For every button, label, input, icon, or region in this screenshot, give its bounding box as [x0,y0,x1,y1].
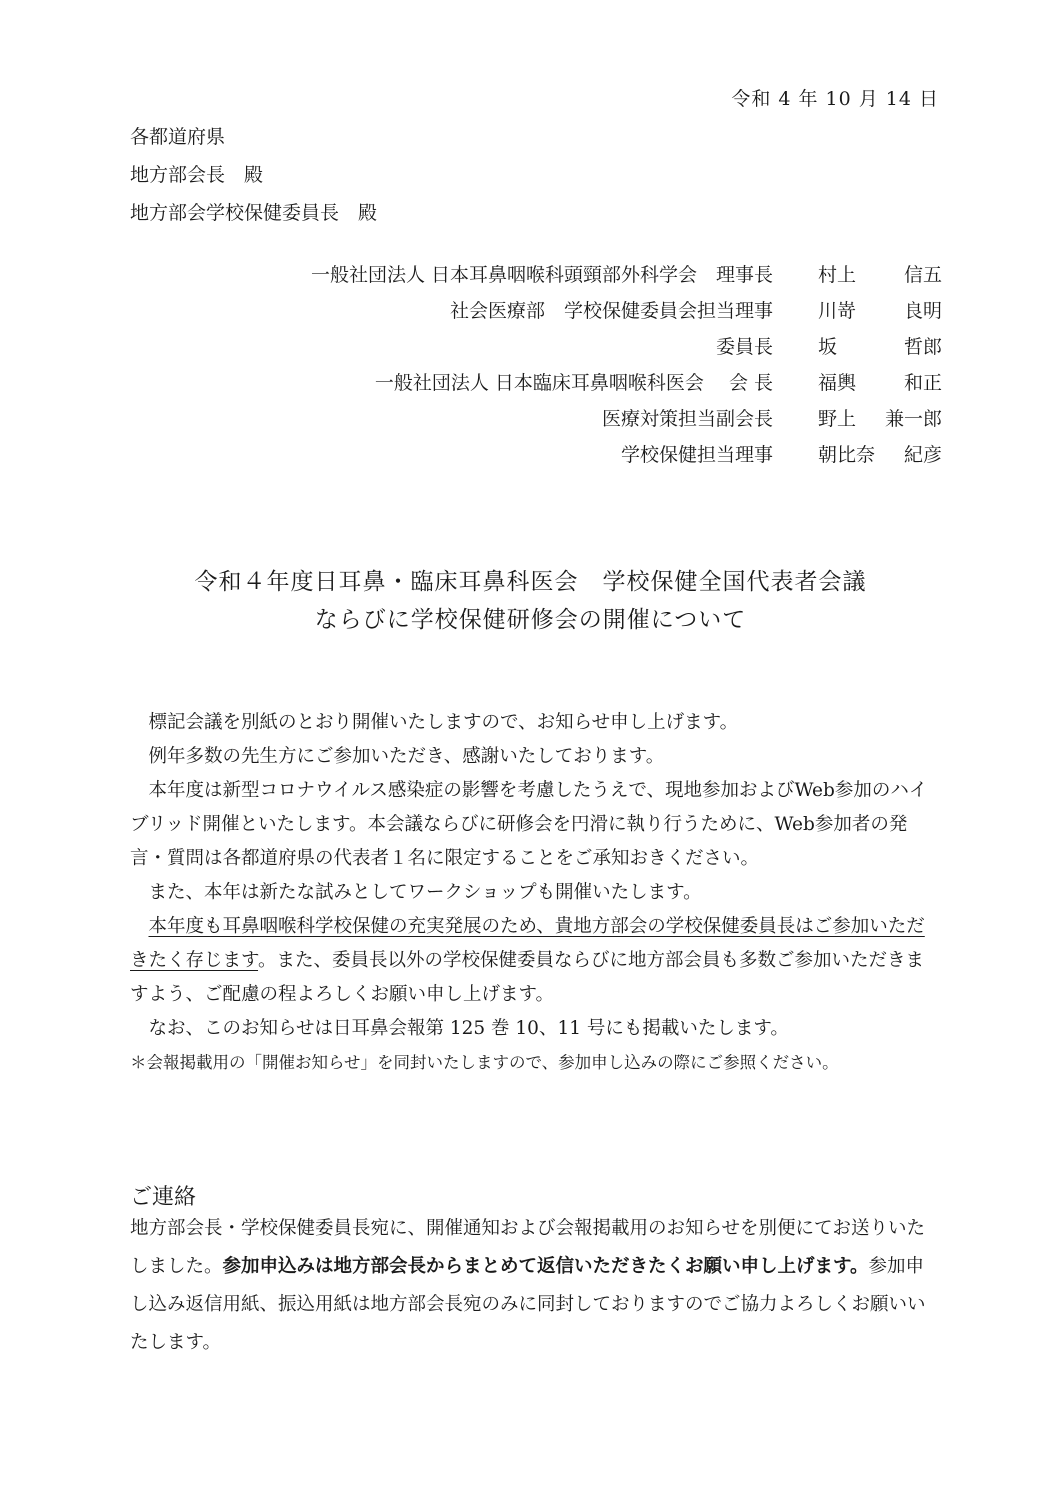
contact-bold-request: 参加申込みは地方部会長からまとめて返信いただきたくお願い申し上げます。 [222,1256,869,1277]
sender-name: 川嵜 良明 [818,300,942,322]
contact-text: 地方部会長・学校保健委員長宛に、開催通知および会報掲載用のお知らせを別便にてお送りいたしました。参加申込みは地方部会長からまとめて返信いただきたくお願い申し上げます。参加申し込み返信用紙、振込用紙は地方部会長宛のみに同封しておりますのでご協力よろしくお願いいたします。 [130,1218,926,1353]
body-paragraph: なお、このお知らせは日耳鼻会報第 125 巻 10、11 号にも掲載いたします。 [148,1018,789,1039]
document-title [0,563,1061,639]
body-paragraph: また、本年は新たな試みとしてワークショップも開催いたします。 [148,882,702,903]
recipient-line: 地方部会長 殿 [130,164,264,186]
sender-org: 一般社団法人 日本臨床耳鼻咽喉科医会 会 長 [374,372,773,394]
body-paragraph: 例年多数の先生方にご参加いただき、感謝いたしております。 [148,746,665,767]
sender-row [0,368,1061,404]
recipient-block [130,118,377,232]
sender-name: 村上 信五 [818,264,942,286]
sender-row [0,296,1061,332]
recipient-line: 地方部会学校保健委員長 殿 [130,202,378,224]
sender-name: 野上 兼一郎 [818,408,942,430]
sender-row [0,440,1061,476]
footnote: ＊会報掲載用の「開催お知らせ」を同封いたしますので、参加申し込みの際にご参照ください。 [130,1053,839,1072]
title-line: ならびに学校保健研修会の開催について [314,607,747,633]
underlined-request: 本年度も耳鼻咽喉科学校保健の充実発展のため、貴地方部会の学校保健委員長はご参加いただきたく存じます [130,916,925,971]
body-paragraph: 本年度も耳鼻咽喉科学校保健の充実発展のため、貴地方部会の学校保健委員長はご参加いただきたく存じます。また、委員長以外の学校保健委員ならびに地方部会員も多数ご参加いただきますよう、ご配慮の程よろしくお願い申し上げます。 [130,916,925,1005]
sender-row [0,332,1061,368]
title-line: 令和４年度日耳鼻・臨床耳鼻科医会 学校保健全国代表者会議 [194,569,867,595]
sender-name: 朝比奈 紀彦 [818,444,942,466]
sender-org: 医療対策担当副会長 [601,408,773,430]
sender-name: 坂 哲郎 [818,336,942,358]
sender-org: 学校保健担当理事 [620,444,773,466]
contact-heading: ご連絡 [130,1185,197,1210]
sender-row [0,260,1061,296]
sender-org: 一般社団法人 日本耳鼻咽喉科頭頸部外科学会 理事長 [310,264,773,286]
sender-name: 福輿 和正 [818,372,942,394]
body-paragraph: 標記会議を別紙のとおり開催いたしますので、お知らせ申し上げます。 [148,712,739,733]
body-paragraph: 本年度は新型コロナウイルス感染症の影響を考慮したうえで、現地参加およびWeb参加のハイブリッド開催といたします。本会議ならびに研修会を円滑に執り行うために、Web参加者の発言・質問は各都道府県の代表者１名に限定することをご承知おきください。 [130,780,928,869]
document-body [130,706,942,1080]
recipient-line: 各都道府県 [130,126,226,148]
sender-block [0,260,1061,476]
sender-org: 社会医療部 学校保健委員会担当理事 [449,300,773,322]
sender-org: 委員長 [715,336,773,358]
document-date: 令和 4 年 10 月 14 日 [731,88,939,110]
sender-row [0,404,1061,440]
